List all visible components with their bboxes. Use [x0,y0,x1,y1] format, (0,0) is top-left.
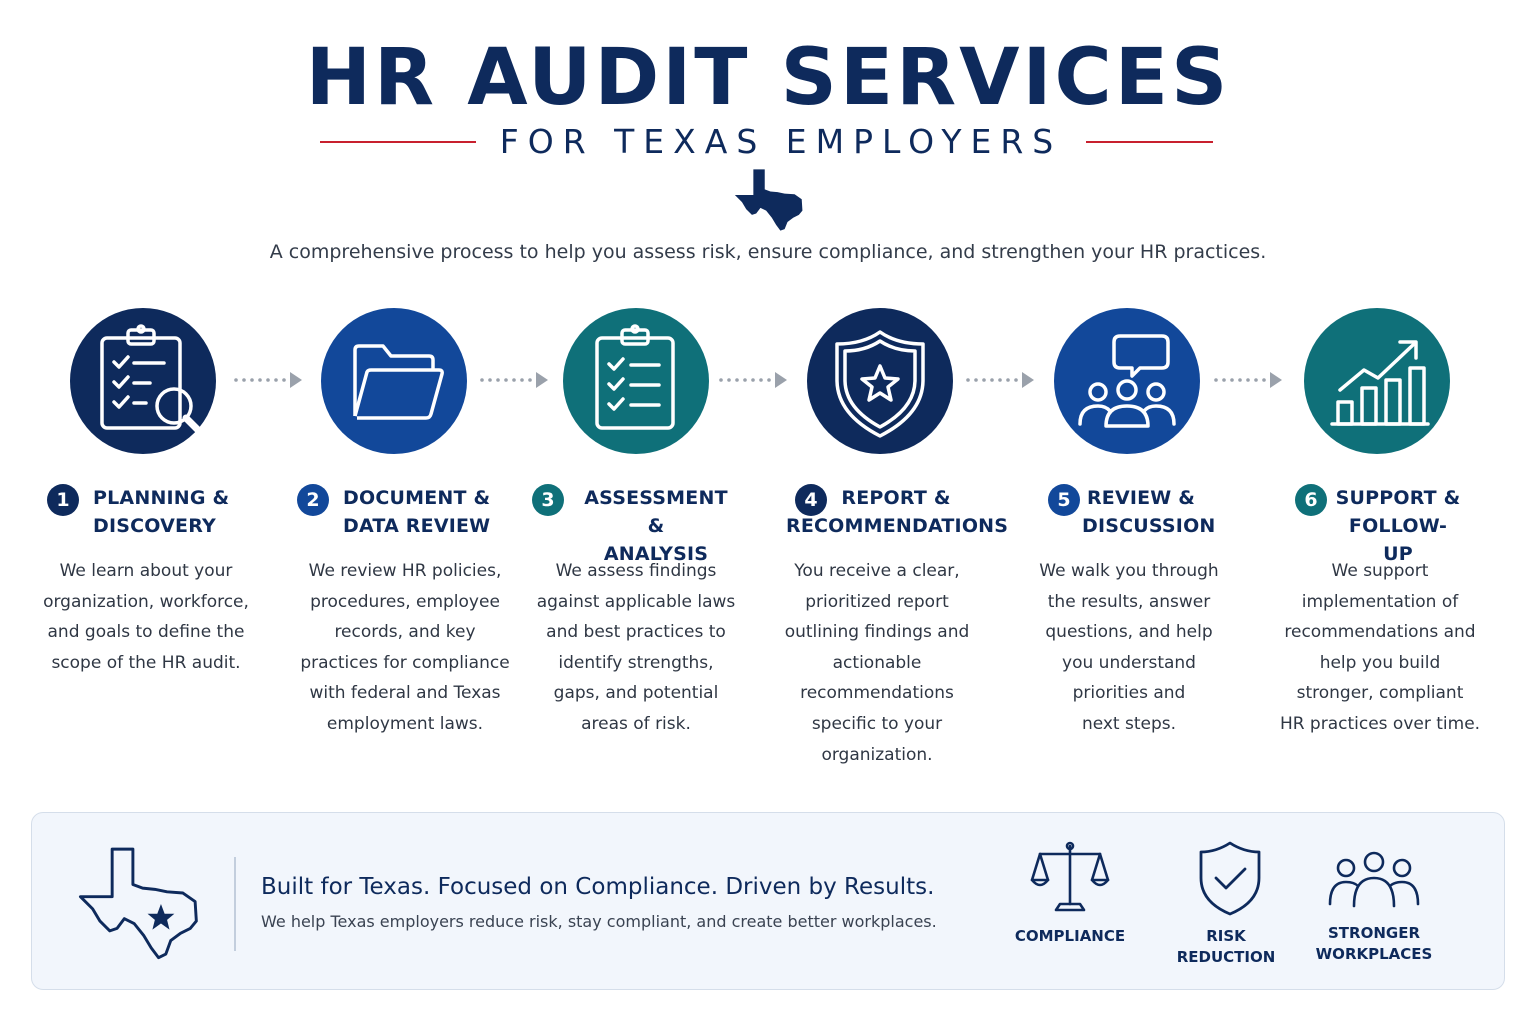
step-4-heading [786,484,1026,544]
step-1-icon-circle [70,308,216,454]
step-title: REVIEW & DISCUSSION [1082,487,1216,537]
footer-subtext: We help Texas employers reduce risk, stay compliant, and create better workplaces. [261,912,937,931]
step-number-badge: 1 [47,484,79,516]
step-number-badge: 5 [1048,484,1080,516]
subtitle-row [0,120,1536,164]
step-1-heading [47,484,247,544]
flow-arrow-1 [233,371,303,389]
shield-check-icon [1198,840,1262,916]
scales-icon [1030,840,1110,914]
step-number-badge: 3 [532,484,564,516]
step-title: DOCUMENT & DATA REVIEW [343,487,491,537]
step-4-icon-circle [807,308,953,454]
stronger-workplaces-label: STRONGER WORKPLACES [1315,924,1433,963]
subtitle-divider-right [1086,141,1213,143]
step-5-description: We walk you through the results, answer questions, and help you understand priorities and next steps. [1039,561,1219,734]
step-title: REPORT & RECOMMENDATIONS [786,487,1009,537]
flow-arrow-4 [965,371,1035,389]
flow-arrow-3 [718,371,788,389]
flow-arrow-2 [479,371,549,389]
checklist-icon [563,308,709,454]
step-2-heading [297,484,517,544]
step-title: PLANNING & DISCOVERY [93,487,230,537]
step-5-heading [1048,484,1248,544]
shield-star-icon [807,308,953,454]
step-number-badge: 6 [1295,484,1327,516]
risk-reduction-label: RISK REDUCTION [1176,927,1276,966]
tagline: A comprehensive process to help you assess risk, ensure compliance, and strengthen your HR practices. [269,241,1267,263]
page-subtitle: FOR TEXAS EMPLOYERS [499,122,1063,161]
step-number-badge: 2 [297,484,329,516]
texas-outline-star-icon [78,845,200,963]
step-title: ASSESSMENT & ANALYSIS [584,487,728,565]
footer-headline: Built for Texas. Focused on Compliance. Driven by Results. [261,874,935,900]
step-2-description: We review HR policies, procedures, employee records, and key practices for compliance with federal and Texas employment laws. [300,561,510,734]
compliance-label: COMPLIANCE [1014,927,1126,945]
step-2-icon-circle [321,308,467,454]
step-6-heading [1295,484,1515,565]
group-icon [1328,850,1420,908]
folder-icon [321,308,467,454]
subtitle-divider-left [320,141,476,143]
people-chat-icon [1054,308,1200,454]
step-number-badge: 4 [795,484,827,516]
page-title: HR AUDIT SERVICES [305,33,1231,123]
step-5-icon-circle [1054,308,1200,454]
step-3-heading [532,484,772,565]
step-6-icon-circle [1304,308,1450,454]
clipboard-magnifier-icon [70,308,216,454]
step-6-description: We support implementation of recommendations and help you build stronger, compliant HR practices over time. [1279,561,1481,734]
step-3-description: We assess findings against applicable laws and best practices to identify strengths, gaps, and potential areas of risk. [536,561,736,734]
growth-chart-icon [1304,308,1450,454]
footer-divider [234,857,236,951]
flow-arrow-5 [1213,371,1283,389]
step-title: SUPPORT & FOLLOW-UP [1335,487,1461,565]
step-1-description: We learn about your organization, workforce, and goals to define the scope of the HR audit. [43,561,249,673]
step-3-icon-circle [563,308,709,454]
texas-map-icon [733,168,805,232]
step-4-description: You receive a clear, prioritized report outlining findings and actionable recommendations specific to your organization. [784,561,970,765]
